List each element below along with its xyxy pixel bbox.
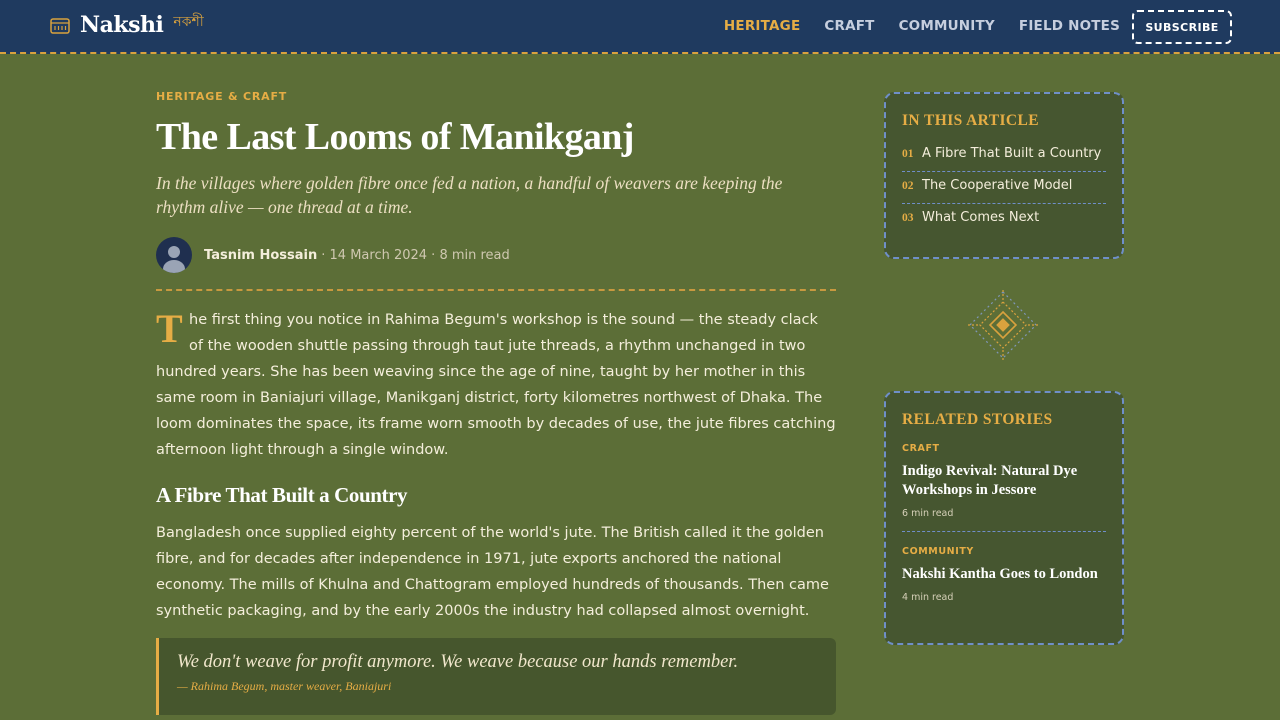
related-story[interactable] bbox=[902, 429, 1106, 519]
brand-name: Nakshi bbox=[80, 12, 164, 38]
toc-item[interactable] bbox=[902, 172, 1106, 204]
author-name[interactable]: Tasnim Hossain bbox=[204, 247, 318, 263]
table-of-contents bbox=[884, 92, 1124, 259]
toc-label: A Fibre That Built a Country bbox=[922, 146, 1102, 161]
related-stories bbox=[884, 391, 1124, 645]
paragraph-text: he first thing you notice in Rahima Begum's workshop is the sound — the steady clack of the wooden shuttle passing through taut jute threads, a rhythm unchanged in two hundred years. She has been weaving since the age of nine, taught by her mother in this same room in Baniajuri village, Manikganj district, forty kilometres northwest of Dhaka. The loom dominates the space, its frame worn smooth by decades of use, the jute fibres catching afternoon light through a single window. bbox=[156, 312, 836, 458]
article-title: The Last Looms of Manikganj bbox=[156, 116, 634, 158]
story-read-time: 4 min read bbox=[902, 592, 954, 603]
article-kicker[interactable]: HERITAGE & CRAFT bbox=[156, 90, 288, 103]
article-paragraph: Bangladesh once supplied eighty percent of the world's jute. The British called it the golden fibre, and for decades after independence in 1971, jute exports anchored the national economy. The mills of Khulna and Chattogram employed hundreds of thousands. Then came synthetic packaging, and by the early 2000s the industry had collapsed almost overnight. bbox=[156, 525, 829, 619]
subscribe-button[interactable]: SUBSCRIBE bbox=[1132, 10, 1232, 44]
related-title: RELATED STORIES bbox=[902, 411, 1053, 428]
divider bbox=[156, 289, 836, 291]
nav-link-heritage[interactable]: HERITAGE bbox=[723, 18, 801, 34]
story-read-time: 6 min read bbox=[902, 508, 954, 519]
article-meta: · 14 March 2024 · 8 min read bbox=[321, 247, 510, 263]
pull-quote-citation: — Rahima Begum, master weaver, Baniajuri bbox=[177, 679, 392, 693]
brand-logo[interactable] bbox=[50, 12, 204, 38]
story-title[interactable]: Indigo Revival: Natural Dye Workshops in Jessore bbox=[902, 463, 1078, 498]
story-category: CRAFT bbox=[902, 443, 940, 454]
nav-link-craft[interactable]: CRAFT bbox=[824, 18, 875, 34]
section-heading: A Fibre That Built a Country bbox=[156, 483, 408, 507]
main-nav bbox=[700, 18, 1120, 34]
brand-bengali-name: নকশী bbox=[173, 14, 204, 30]
pull-quote bbox=[156, 638, 836, 715]
top-navigation-bar bbox=[0, 0, 1280, 54]
article-paragraph bbox=[156, 307, 836, 463]
diamond-ornament-icon bbox=[968, 290, 1038, 360]
author-avatar[interactable] bbox=[156, 237, 192, 273]
toc-item[interactable] bbox=[902, 140, 1106, 172]
toc-number: 02 bbox=[902, 180, 914, 192]
toc-item[interactable] bbox=[902, 204, 1106, 236]
toc-label: The Cooperative Model bbox=[922, 178, 1073, 193]
drop-cap: T bbox=[156, 306, 183, 351]
pull-quote-text: We don't weave for profit anymore. We weave because our hands remember. bbox=[177, 652, 739, 672]
byline bbox=[156, 237, 836, 273]
article-dek: In the villages where golden fibre once fed a nation, a handful of weavers are keeping the rhythm alive — one thread at a time. bbox=[156, 173, 783, 217]
toc-label: What Comes Next bbox=[922, 210, 1040, 225]
nav-link-field-notes[interactable]: FIELD NOTES bbox=[1018, 18, 1120, 34]
story-title[interactable]: Nakshi Kantha Goes to London bbox=[902, 566, 1098, 582]
toc-number: 03 bbox=[902, 212, 914, 224]
related-story[interactable] bbox=[902, 531, 1106, 603]
loom-icon bbox=[50, 18, 70, 34]
toc-title: IN THIS ARTICLE bbox=[902, 112, 1039, 129]
story-category: COMMUNITY bbox=[902, 546, 974, 557]
nav-link-community[interactable]: COMMUNITY bbox=[898, 18, 995, 34]
article bbox=[156, 90, 836, 715]
toc-list bbox=[902, 140, 1106, 236]
toc-number: 01 bbox=[902, 148, 914, 160]
